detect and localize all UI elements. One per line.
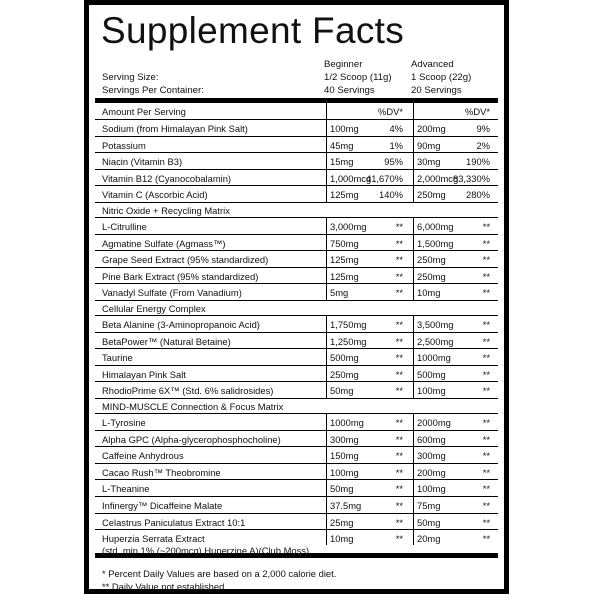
beginner-dv: ** — [395, 287, 403, 299]
column-divider — [413, 333, 414, 349]
dv-header-advanced: %DV* — [464, 106, 490, 117]
column-divider — [326, 497, 327, 513]
ingredient-name: Taurine — [102, 352, 133, 364]
advanced-amount: 30mg — [417, 156, 441, 168]
column-divider — [326, 349, 327, 365]
column-divider — [326, 382, 327, 398]
ingredient-row — [95, 447, 498, 464]
advanced-dv: ** — [482, 237, 490, 249]
ingredient-name: Vanadyl Sulfate (From Vanadium) — [102, 287, 242, 299]
ingredient-name: Beta Alanine (3-Aminopropanoic Acid) — [102, 319, 260, 330]
ingredient-name: Infinergy™ Dicaffeine Malate — [102, 500, 223, 511]
column-divider — [326, 514, 327, 530]
advanced-amount: 500mg — [417, 368, 446, 380]
column-divider — [326, 316, 327, 332]
section-title: Nitric Oxide + Recycling Matrix — [102, 205, 230, 216]
advanced-dv: ** — [482, 254, 490, 266]
column-divider — [326, 103, 327, 119]
footnote-not-established: ** Daily Value not established — [102, 581, 225, 592]
beginner-dv: ** — [395, 433, 403, 445]
beginner-header: Beginner — [324, 59, 363, 70]
advanced-amount: 250mg — [417, 270, 446, 282]
beginner-dv: 41,670% — [365, 172, 403, 184]
beginner-serving-size: 1/2 Scoop (11g) — [324, 72, 392, 83]
advanced-dv: ** — [482, 319, 490, 330]
panel-title: Supplement Facts — [101, 10, 405, 51]
beginner-amount: 3,000mg — [330, 221, 367, 232]
vitamin-row — [95, 137, 498, 154]
beginner-dv: ** — [395, 500, 403, 511]
advanced-dv: ** — [482, 516, 490, 528]
advanced-dv: ** — [482, 352, 490, 364]
column-divider — [413, 530, 414, 545]
beginner-amount: 50mg — [330, 483, 354, 495]
column-divider — [326, 366, 327, 382]
ingredient-name: L-Citrulline — [102, 221, 147, 232]
column-divider — [326, 447, 327, 463]
serving-size-label: Serving Size: — [102, 72, 159, 83]
advanced-dv: ** — [482, 368, 490, 380]
beginner-dv: 4% — [389, 123, 403, 134]
beginner-dv: ** — [395, 466, 403, 478]
column-divider — [413, 447, 414, 463]
advanced-servings: 20 Servings — [411, 85, 462, 96]
ingredient-row — [95, 514, 498, 531]
ingredient-row — [95, 235, 498, 252]
advanced-amount: 100mg — [417, 483, 446, 495]
column-divider — [413, 431, 414, 447]
column-divider — [326, 120, 327, 136]
beginner-servings: 40 Servings — [324, 85, 375, 96]
beginner-amount: 1,750mg — [330, 319, 367, 330]
beginner-amount: 1,250mg — [330, 335, 367, 347]
advanced-serving-size: 1 Scoop (22g) — [411, 72, 472, 83]
beginner-amount: 300mg — [330, 433, 359, 445]
section-header — [95, 399, 498, 414]
ingredient-row — [95, 480, 498, 497]
advanced-amount: 250mg — [417, 189, 446, 201]
ingredient-row — [95, 333, 498, 350]
column-divider — [326, 170, 327, 186]
column-divider — [326, 186, 327, 202]
ingredient-name: Himalayan Pink Salt — [102, 368, 186, 380]
supplement-facts-panel — [84, 0, 509, 594]
huperzia-row — [95, 530, 498, 558]
column-divider — [413, 382, 414, 398]
beginner-dv: ** — [395, 270, 403, 282]
beginner-dv: ** — [395, 368, 403, 380]
section-title: MIND-MUSCLE Connection & Focus Matrix — [102, 401, 284, 412]
advanced-amount: 100mg — [417, 385, 446, 397]
column-divider — [413, 316, 414, 332]
ingredient-name: L-Theanine — [102, 483, 150, 495]
column-divider — [413, 497, 414, 513]
column-divider — [413, 464, 414, 480]
beginner-amount: 125mg — [330, 254, 359, 266]
column-divider — [413, 120, 414, 136]
advanced-dv: ** — [482, 221, 490, 232]
advanced-dv: ** — [482, 270, 490, 282]
ingredient-row — [95, 382, 498, 399]
advanced-amount: 2,000mcg — [417, 172, 459, 184]
ingredient-row — [95, 268, 498, 285]
beginner-dv: 1% — [389, 139, 403, 151]
section-header — [95, 301, 498, 316]
vitamin-row — [95, 120, 498, 137]
column-divider — [326, 530, 327, 545]
column-divider — [326, 218, 327, 234]
vitamin-row — [95, 170, 498, 187]
advanced-dv: ** — [482, 500, 490, 511]
column-divider — [326, 268, 327, 284]
beginner-amount: 1,000mcg — [330, 172, 372, 184]
beginner-dv: ** — [395, 254, 403, 266]
ingredient-name: L-Tyrosine — [102, 417, 146, 428]
advanced-dv: ** — [482, 450, 490, 462]
ingredient-name: Vitamin C (Ascorbic Acid) — [102, 189, 208, 201]
advanced-dv: ** — [482, 433, 490, 445]
advanced-dv: ** — [482, 466, 490, 478]
dv-header-beginner: %DV* — [377, 106, 403, 117]
beginner-dv: ** — [395, 221, 403, 232]
column-divider — [326, 464, 327, 480]
advanced-dv: ** — [482, 483, 490, 495]
advanced-dv: 9% — [476, 123, 490, 134]
ingredient-name: BetaPower™ (Natural Betaine) — [102, 335, 231, 347]
beginner-dv: ** — [395, 352, 403, 364]
ingredient-row — [95, 366, 498, 383]
beginner-amount: 100mg — [330, 123, 359, 134]
advanced-amount: 2,500mg — [417, 335, 454, 347]
beginner-amount: 500mg — [330, 352, 359, 364]
beginner-amount: 250mg — [330, 368, 359, 380]
servings-per-container-label: Servings Per Container: — [102, 85, 204, 96]
ingredient-name: Agmatine Sulfate (Agmass™) — [102, 237, 226, 249]
footnote-daily-values: * Percent Daily Values are based on a 2,000 calorie diet. — [102, 568, 337, 579]
column-divider — [413, 268, 414, 284]
advanced-amount: 200mg — [417, 466, 446, 478]
advanced-amount: 50mg — [417, 516, 441, 528]
beginner-amount: 750mg — [330, 237, 359, 249]
ingredient-name: Niacin (Vitamin B3) — [102, 156, 183, 168]
advanced-amount: 3,500mg — [417, 319, 454, 330]
beginner-dv: ** — [395, 483, 403, 495]
ingredient-name-detail: (std. min 1% (~200mcg) Huperzine A)(Club Moss) — [102, 545, 310, 557]
column-divider — [413, 170, 414, 186]
column-divider — [326, 153, 327, 169]
ingredient-row — [95, 316, 498, 333]
column-divider — [326, 414, 327, 430]
ingredient-name: Alpha GPC (Alpha-glycerophosphocholine) — [102, 433, 281, 445]
beginner-dv: 95% — [384, 156, 403, 168]
beginner-amount: 15mg — [330, 156, 354, 168]
ingredient-row — [95, 284, 498, 301]
column-divider — [413, 235, 414, 251]
ingredient-name: Vitamin B12 (Cyanocobalamin) — [102, 172, 232, 184]
column-divider — [413, 284, 414, 300]
advanced-dv: 190% — [466, 156, 490, 168]
beginner-dv: ** — [395, 319, 403, 330]
advanced-amount: 300mg — [417, 450, 446, 462]
ingredient-name: Huperzia Serrata Extract — [102, 533, 205, 545]
advanced-amount: 1000mg — [417, 352, 451, 364]
advanced-header: Advanced — [411, 59, 454, 70]
advanced-dv: ** — [482, 335, 490, 347]
column-divider — [326, 431, 327, 447]
beginner-amount: 37.5mg — [330, 500, 362, 511]
ingredient-row — [95, 497, 498, 514]
beginner-dv: ** — [395, 450, 403, 462]
column-divider — [413, 366, 414, 382]
beginner-amount: 125mg — [330, 270, 359, 282]
advanced-dv: ** — [482, 417, 490, 428]
advanced-amount: 600mg — [417, 433, 446, 445]
ingredient-name: Pine Bark Extract (95% standardized) — [102, 270, 259, 282]
beginner-amount: 150mg — [330, 450, 359, 462]
beginner-dv: 140% — [379, 189, 403, 201]
column-divider — [413, 349, 414, 365]
beginner-dv: ** — [395, 516, 403, 528]
ingredient-name: Cacao Rush™ Theobromine — [102, 466, 221, 478]
ingredient-name: Celastrus Paniculatus Extract 10:1 — [102, 516, 246, 528]
column-divider — [326, 251, 327, 267]
ingredient-name: Grape Seed Extract (95% standardized) — [102, 254, 269, 266]
column-divider — [326, 284, 327, 300]
column-divider — [413, 103, 414, 119]
ingredient-row — [95, 251, 498, 268]
beginner-amount: 125mg — [330, 189, 359, 201]
column-divider — [326, 235, 327, 251]
advanced-dv: ** — [482, 385, 490, 397]
beginner-amount: 100mg — [330, 466, 359, 478]
column-divider — [413, 514, 414, 530]
column-divider — [326, 480, 327, 496]
advanced-amount: 20mg — [417, 533, 441, 545]
beginner-amount: 5mg — [330, 287, 349, 299]
beginner-dv: ** — [395, 335, 403, 347]
amount-per-serving-row — [95, 103, 498, 120]
column-divider — [413, 480, 414, 496]
ingredient-name: Sodium (from Himalayan Pink Salt) — [102, 123, 248, 134]
ingredient-row — [95, 414, 498, 431]
advanced-amount: 1,500mg — [417, 237, 454, 249]
vitamin-row — [95, 186, 498, 203]
advanced-amount: 6,000mg — [417, 221, 454, 232]
beginner-dv: ** — [395, 417, 403, 428]
advanced-amount: 200mg — [417, 123, 446, 134]
advanced-amount: 10mg — [417, 287, 441, 299]
section-header — [95, 203, 498, 218]
column-divider — [413, 251, 414, 267]
ingredient-name: RhodioPrime 6X™ (Std. 6% salidrosides) — [102, 385, 274, 397]
column-divider — [326, 137, 327, 153]
advanced-amount: 2000mg — [417, 417, 451, 428]
beginner-dv: ** — [395, 385, 403, 397]
ingredient-name: Caffeine Anhydrous — [102, 450, 184, 462]
vitamin-row — [95, 153, 498, 170]
advanced-dv: ** — [482, 533, 490, 545]
beginner-dv: ** — [395, 533, 403, 545]
column-divider — [413, 153, 414, 169]
column-divider — [413, 414, 414, 430]
column-divider — [326, 333, 327, 349]
advanced-amount: 90mg — [417, 139, 441, 151]
ingredient-row — [95, 218, 498, 235]
beginner-amount: 10mg — [330, 533, 354, 545]
column-divider — [413, 186, 414, 202]
amount-per-serving-label: Amount Per Serving — [102, 106, 186, 117]
beginner-amount: 45mg — [330, 139, 354, 151]
advanced-dv: 83,330% — [452, 172, 490, 184]
advanced-amount: 250mg — [417, 254, 446, 266]
ingredient-name: Potassium — [102, 139, 146, 151]
column-divider — [413, 218, 414, 234]
beginner-amount: 1000mg — [330, 417, 364, 428]
beginner-amount: 25mg — [330, 516, 354, 528]
advanced-dv: 2% — [476, 139, 490, 151]
ingredient-row — [95, 464, 498, 481]
advanced-amount: 75mg — [417, 500, 441, 511]
advanced-dv: ** — [482, 287, 490, 299]
ingredient-row — [95, 349, 498, 366]
advanced-dv: 280% — [466, 189, 490, 201]
beginner-amount: 50mg — [330, 385, 354, 397]
beginner-dv: ** — [395, 237, 403, 249]
ingredient-row — [95, 431, 498, 448]
column-divider — [413, 137, 414, 153]
section-title: Cellular Energy Complex — [102, 303, 206, 314]
